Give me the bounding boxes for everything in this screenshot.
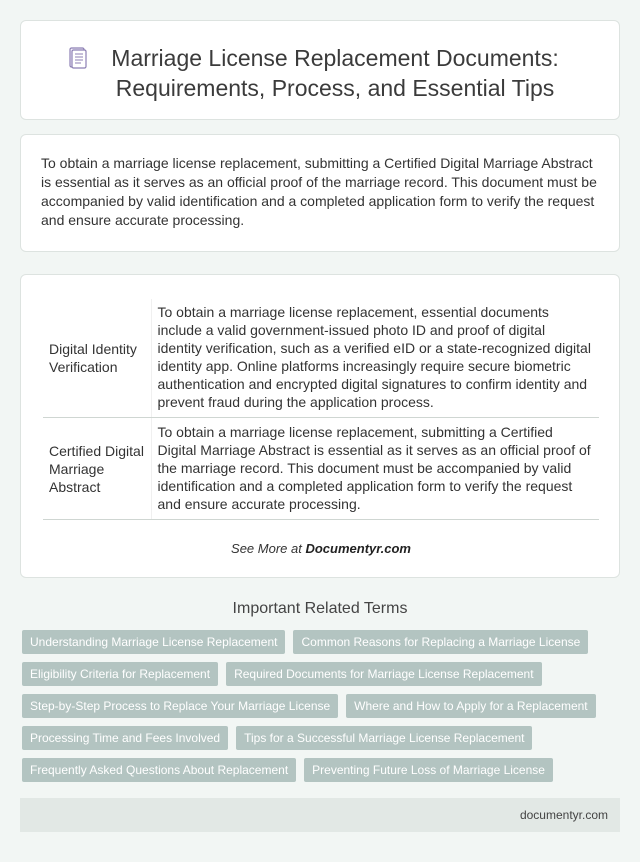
related-terms-heading: Important Related Terms: [232, 600, 408, 617]
related-term-tag[interactable]: Frequently Asked Questions About Replacement: [22, 758, 296, 782]
page-title: Marriage License Replacement Documents: Requirements, Process, and Essential Tips: [111, 45, 559, 101]
table-term-cell: Digital Identity Verification: [43, 299, 151, 418]
related-term-tag[interactable]: Preventing Future Loss of Marriage License: [304, 758, 553, 782]
title-card: [20, 20, 620, 120]
documents-table: [43, 299, 599, 520]
related-term-tag[interactable]: Tips for a Successful Marriage License Replacement: [236, 726, 532, 750]
see-more-prefix: See More at: [231, 541, 306, 556]
related-term-tag[interactable]: Required Documents for Marriage License Replacement: [226, 662, 541, 686]
table-description-cell: To obtain a marriage license replacement, essential documents include a valid government-issued photo ID and proof of digital identity verification, such as a verified eID or a state-recognized digital identity app. Online platforms increasingly require secure biometric authentication and encrypted digital signatures to confirm identity and prevent fraud during the application process.: [151, 299, 599, 418]
see-more-site[interactable]: Documentyr.com: [305, 541, 411, 556]
footer: [20, 798, 620, 832]
documents-table-card: [20, 274, 620, 578]
table-row: [43, 418, 599, 520]
intro-card: [20, 134, 620, 252]
table-row: [43, 299, 599, 418]
related-term-tag[interactable]: Step-by-Step Process to Replace Your Marriage License: [22, 694, 338, 718]
footer-site-link[interactable]: documentyr.com: [519, 808, 608, 822]
table-term-cell: Certified Digital Marriage Abstract: [43, 418, 151, 520]
intro-paragraph: To obtain a marriage license replacement, submitting a Certified Digital Marriage Abstract is essential as it serves as an official proof of the marriage record. This document must be accompanied by valid identification and a completed application form to verify the request and ensure accurate processing.: [41, 155, 597, 228]
see-more-link[interactable]: [21, 541, 621, 556]
related-term-tag[interactable]: Where and How to Apply for a Replacement: [346, 694, 595, 718]
related-terms-list: [22, 630, 622, 782]
related-term-tag[interactable]: Processing Time and Fees Involved: [22, 726, 228, 750]
related-term-tag[interactable]: Eligibility Criteria for Replacement: [22, 662, 218, 686]
related-term-tag[interactable]: Understanding Marriage License Replacement: [22, 630, 285, 654]
related-term-tag[interactable]: Common Reasons for Replacing a Marriage License: [293, 630, 588, 654]
table-description-cell: To obtain a marriage license replacement, submitting a Certified Digital Marriage Abstract is essential as it serves as an official proof of the marriage record. This document must be accompanied by valid identification and a completed application form to verify the request and ensure accurate processing.: [151, 418, 599, 520]
